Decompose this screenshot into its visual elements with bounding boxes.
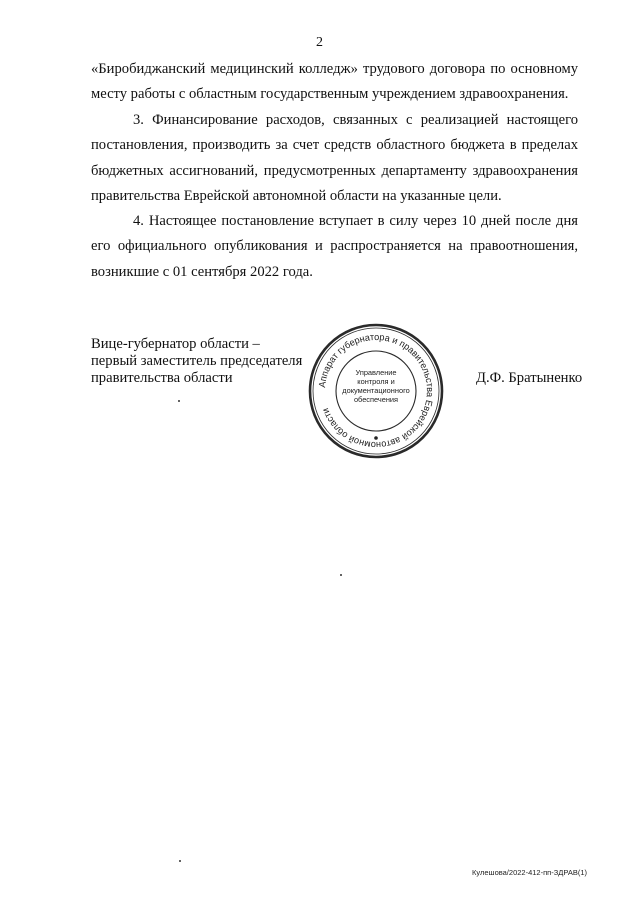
paragraph-item-4: 4. Настоящее постановление вступает в силу через 10 дней после дня его официального опубликования и распространяется на правоотношения, возникшие с 01 сентября 2022 года. [91, 213, 578, 280]
paragraph-continuation: «Биробиджанский медицинский колледж» трудового договора по основному месту работы с областным государственным учреждением здравоохранения. [91, 61, 578, 103]
signer-position-line: правительства области [91, 370, 233, 386]
signer-position [91, 336, 321, 387]
scan-speck [179, 860, 181, 862]
paragraph-item-3: 3. Финансирование расходов, связанных с реализацией настоящего постановления, производить за счет средств областного бюджета в пределах бюджетных ассигнований, предусмотренных департаменту здравоохранения правительства Еврейской автономной области на указанные цели. [91, 112, 578, 205]
stamp-center-line: документационного [342, 386, 410, 395]
stamp-center-line: Управление контроля и [355, 368, 397, 386]
document-registration-code: Кулешова/2022-412-пп-ЗДРАВ(1) [472, 868, 587, 877]
official-stamp [306, 321, 446, 461]
stamp-center-line: обеспечения [353, 395, 399, 404]
signer-name: Д.Ф. Братыненко [476, 370, 583, 386]
stamp-ring-textpath: Аппарат губернатора и правительства Еврейской автономной области [316, 330, 437, 452]
stamp-center-text [341, 368, 411, 404]
scan-speck [178, 400, 180, 402]
scan-speck [340, 574, 342, 576]
signer-position-line: Вице-губернатор области – [91, 336, 260, 352]
signer-position-line: первый заместитель председателя [91, 353, 303, 369]
page-number: 2 [316, 35, 323, 50]
stamp-star-dot [374, 436, 378, 440]
